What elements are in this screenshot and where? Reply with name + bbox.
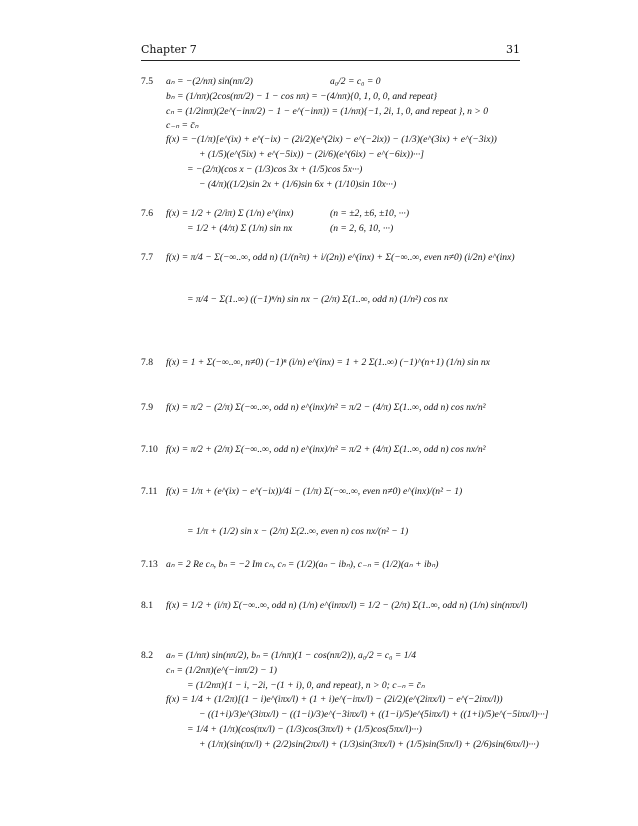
problem-number: 8.2 [141, 650, 153, 661]
equation-line: f(x) = 1/π + (e^(ix) − e^(−ix))/4i − (1/π) Σ(−∞..∞, even n≠0) e^(inx)/(n² − 1) [166, 486, 463, 497]
problem-number: 7.9 [141, 402, 153, 413]
equation-line: bₙ = (1/nπ)(2cos(nπ/2) − 1 − cos nπ) = −(4/nπ){0, 1, 0, 0, and repeat} [166, 91, 438, 102]
equation-line: + (1/π)(sin(πx/l) + (2/2)sin(2πx/l) + (1/3)sin(3πx/l) + (1/5)sin(5πx/l) + (2/6)sin(6πx/l)···) [199, 739, 539, 750]
problem-number: 7.10 [141, 444, 158, 455]
equation-line: cₙ = (1/2nπ)(e^(−inπ/2) − 1) [166, 665, 277, 676]
equation-line: f(x) = 1/4 + (1/2π)[(1 − i)e^(iπx/l) + (1 + i)e^(−iπx/l) − (2i/2)(e^(2iπx/l) − e^(−2iπx/l)) [166, 694, 503, 705]
equation-line: cₙ = (1/2inπ)(2e^(−inπ/2) − 1 − e^(−inπ)) = (1/nπ){−1, 2i, 1, 0, and repeat }, n > 0 [166, 106, 489, 117]
problem-number: 7.5 [141, 76, 153, 87]
equation-line: f(x) = π/2 + (2/π) Σ(−∞..∞, odd n) e^(inx)/n² = π/2 + (4/π) Σ(1..∞, odd n) cos nx/n² [166, 444, 486, 455]
header-rule [141, 60, 520, 61]
equation-line: f(x) = 1 + Σ(−∞..∞, n≠0) (−1)ⁿ (i/n) e^(inx) = 1 + 2 Σ(1..∞) (−1)^(n+1) (1/n) sin nx [166, 357, 490, 368]
equation-line: a₀/2 = c₀ = 0 [330, 76, 381, 87]
equation-line: c₋ₙ = c̄ₙ [166, 120, 199, 131]
equation-line: (n = ±2, ±6, ±10, ···) [330, 208, 410, 219]
problem-number: 7.7 [141, 252, 153, 263]
equation-line: aₙ = −(2/nπ) sin(nπ/2) [166, 76, 253, 87]
equation-line: aₙ = (1/nπ) sin(nπ/2), bₙ = (1/nπ)(1 − cos(nπ/2)), a₀/2 = c₀ = 1/4 [166, 650, 417, 661]
problem-number: 8.1 [141, 600, 153, 611]
problem-number: 7.13 [141, 559, 158, 570]
equation-line: = 1/2 + (4/π) Σ (1/n) sin nx [187, 223, 293, 234]
problem-number: 7.11 [141, 486, 158, 497]
equation-line: f(x) = 1/2 + (i/π) Σ(−∞..∞, odd n) (1/n) e^(inπx/l) = 1/2 − (2/π) Σ(1..∞, odd n) (1/n) sin(nπx/l) [166, 600, 528, 611]
equation-line: + (1/5)(e^(5ix) + e^(−5ix)) − (2i/6)(e^(6ix) − e^(−6ix))···] [199, 149, 424, 160]
equation-line: (n = 2, 6, 10, ···) [330, 223, 394, 234]
equation-line: f(x) = π/4 − Σ(−∞..∞, odd n) (1/(n²π) + i/(2n)) e^(inx) + Σ(−∞..∞, even n≠0) (i/2n) e^(inx) [166, 252, 515, 263]
equation-line: = (1/2nπ){1 − i, −2i, −(1 + i), 0, and repeat}, n > 0; c₋ₙ = c̄ₙ [187, 680, 425, 691]
equation-line: − ((1+i)/3)e^(3iπx/l) − ((1−i)/3)e^(−3iπx/l) + ((1−i)/5)e^(5iπx/l) + ((1+i)/5)e^(−5iπx/l)···] [199, 709, 549, 720]
equation-line: = 1/π + (1/2) sin x − (2/π) Σ(2..∞, even n) cos nx/(n² − 1) [187, 526, 409, 537]
equation-line: − (4/π)((1/2)sin 2x + (1/6)sin 6x + (1/10)sin 10x···) [199, 179, 397, 190]
problem-number: 7.8 [141, 357, 153, 368]
chapter-title: Chapter 7 [141, 43, 197, 56]
equation-line: = π/4 − Σ(1..∞) ((−1)ⁿ/n) sin nx − (2/π) Σ(1..∞, odd n) (1/n²) cos nx [187, 294, 448, 305]
equation-line: f(x) = π/2 − (2/π) Σ(−∞..∞, odd n) e^(inx)/n² = π/2 − (4/π) Σ(1..∞, odd n) cos nx/n² [166, 402, 486, 413]
equation-line: = 1/4 + (1/π)(cos(πx/l) − (1/3)cos(3πx/l) + (1/5)cos(5πx/l)···) [187, 724, 422, 735]
equation-line: f(x) = −(1/π)[e^(ix) + e^(−ix) − (2i/2)(e^(2ix) − e^(−2ix)) − (1/3)(e^(3ix) + e^(−3ix)) [166, 134, 497, 145]
equation-line: = −(2/π)(cos x − (1/3)cos 3x + (1/5)cos 5x···) [187, 164, 363, 175]
page-number: 31 [506, 43, 520, 56]
problem-number: 7.6 [141, 208, 153, 219]
equation-line: aₙ = 2 Re cₙ, bₙ = −2 Im cₙ, cₙ = (1/2)(aₙ − ibₙ), c₋ₙ = (1/2)(aₙ + ibₙ) [166, 559, 439, 570]
equation-line: f(x) = 1/2 + (2/iπ) Σ (1/n) e^(inx) [166, 208, 294, 219]
